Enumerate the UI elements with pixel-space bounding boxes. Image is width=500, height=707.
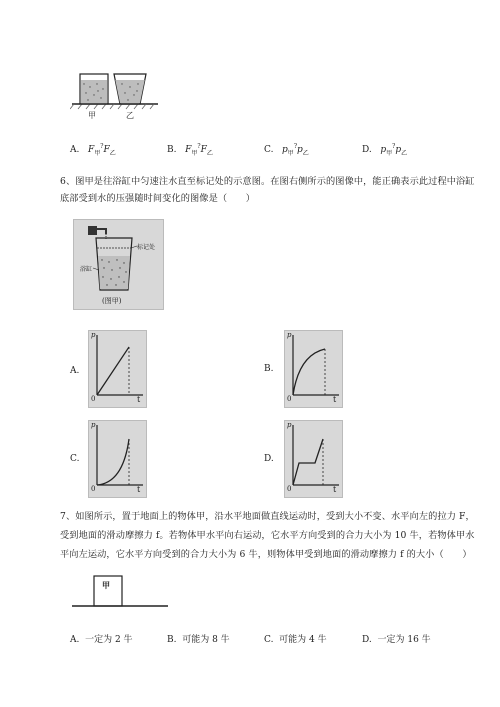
graph-d-letter: D. [264, 454, 274, 464]
q7-option-b: B. 可能为 8 牛 [167, 635, 230, 645]
figure-caption: (图甲) [102, 297, 122, 305]
q7-text-line2: 受到地面的滑动摩擦力 f。若物体甲水平向右运动，它水平方向受到的合力大小为 10 牛，若物体甲水 [60, 530, 475, 541]
graph-a-origin: 0 [91, 395, 96, 403]
container-label-left: 甲 [88, 111, 96, 120]
q7-option-d: D. 一定为 16 牛 [362, 635, 431, 645]
q7-text-line3: 平向左运动，它水平方向受到的合力大小为 6 牛，则物体甲受到地面的滑动摩擦力 f 的大小（ ） [60, 549, 472, 560]
graph-d-origin: 0 [287, 485, 292, 493]
block-label: 甲 [102, 580, 110, 590]
q5-option-b: B. $F_甲^?F_乙$ [167, 143, 213, 157]
containers-diagram [70, 60, 160, 125]
graph-c-letter: C. [70, 454, 80, 464]
graph-a [88, 330, 147, 408]
graph-b [284, 330, 343, 408]
container-label-right: 乙 [126, 111, 134, 120]
graph-b-p: p [287, 331, 292, 339]
graph-c-origin: 0 [91, 485, 96, 493]
block-on-ground-diagram [70, 572, 170, 612]
graph-c [88, 420, 147, 498]
q7-figure [70, 572, 170, 612]
q5-option-c: C. $p_甲^?p_乙$ [264, 143, 309, 157]
q5-figure [70, 60, 160, 125]
q7-text-line1: 7、如图所示，置于地面上的物体甲，沿水平地面做直线运动时，受到大小不变、水平向左的拉力 F， [60, 511, 475, 522]
graph-a-letter: A. [70, 366, 80, 376]
q7-option-c: C. 可能为 4 牛 [264, 635, 327, 645]
graph-c-p: p [91, 421, 96, 429]
graph-d-p: p [287, 421, 292, 429]
graph-d [284, 420, 343, 498]
q7-option-a: A. 一定为 2 牛 [70, 635, 133, 645]
graph-a-p: p [91, 331, 96, 339]
graph-a-t: t [137, 395, 141, 404]
graph-c-t: t [137, 485, 141, 494]
mark-label: 标记处 [137, 244, 156, 251]
q6-text-line2: 底部受到水的压强随时间变化的图像是（ ） [60, 193, 256, 204]
tub-label: 浴缸 [80, 266, 93, 273]
q5-option-a: A. $F_甲^?F_乙$ [70, 143, 116, 157]
bathtub-figure [73, 219, 164, 310]
graph-b-letter: B. [264, 364, 274, 374]
graph-d-t: t [333, 485, 337, 494]
graph-b-origin: 0 [287, 395, 292, 403]
graph-b-t: t [333, 395, 337, 404]
q5-option-d: D. $p_甲^?p_乙$ [362, 143, 408, 157]
q6-text-line1: 6、图甲是往浴缸中匀速注水直至标记处的示意图。在图右侧所示的图像中，能正确表示此过程中浴缸 [60, 176, 475, 187]
